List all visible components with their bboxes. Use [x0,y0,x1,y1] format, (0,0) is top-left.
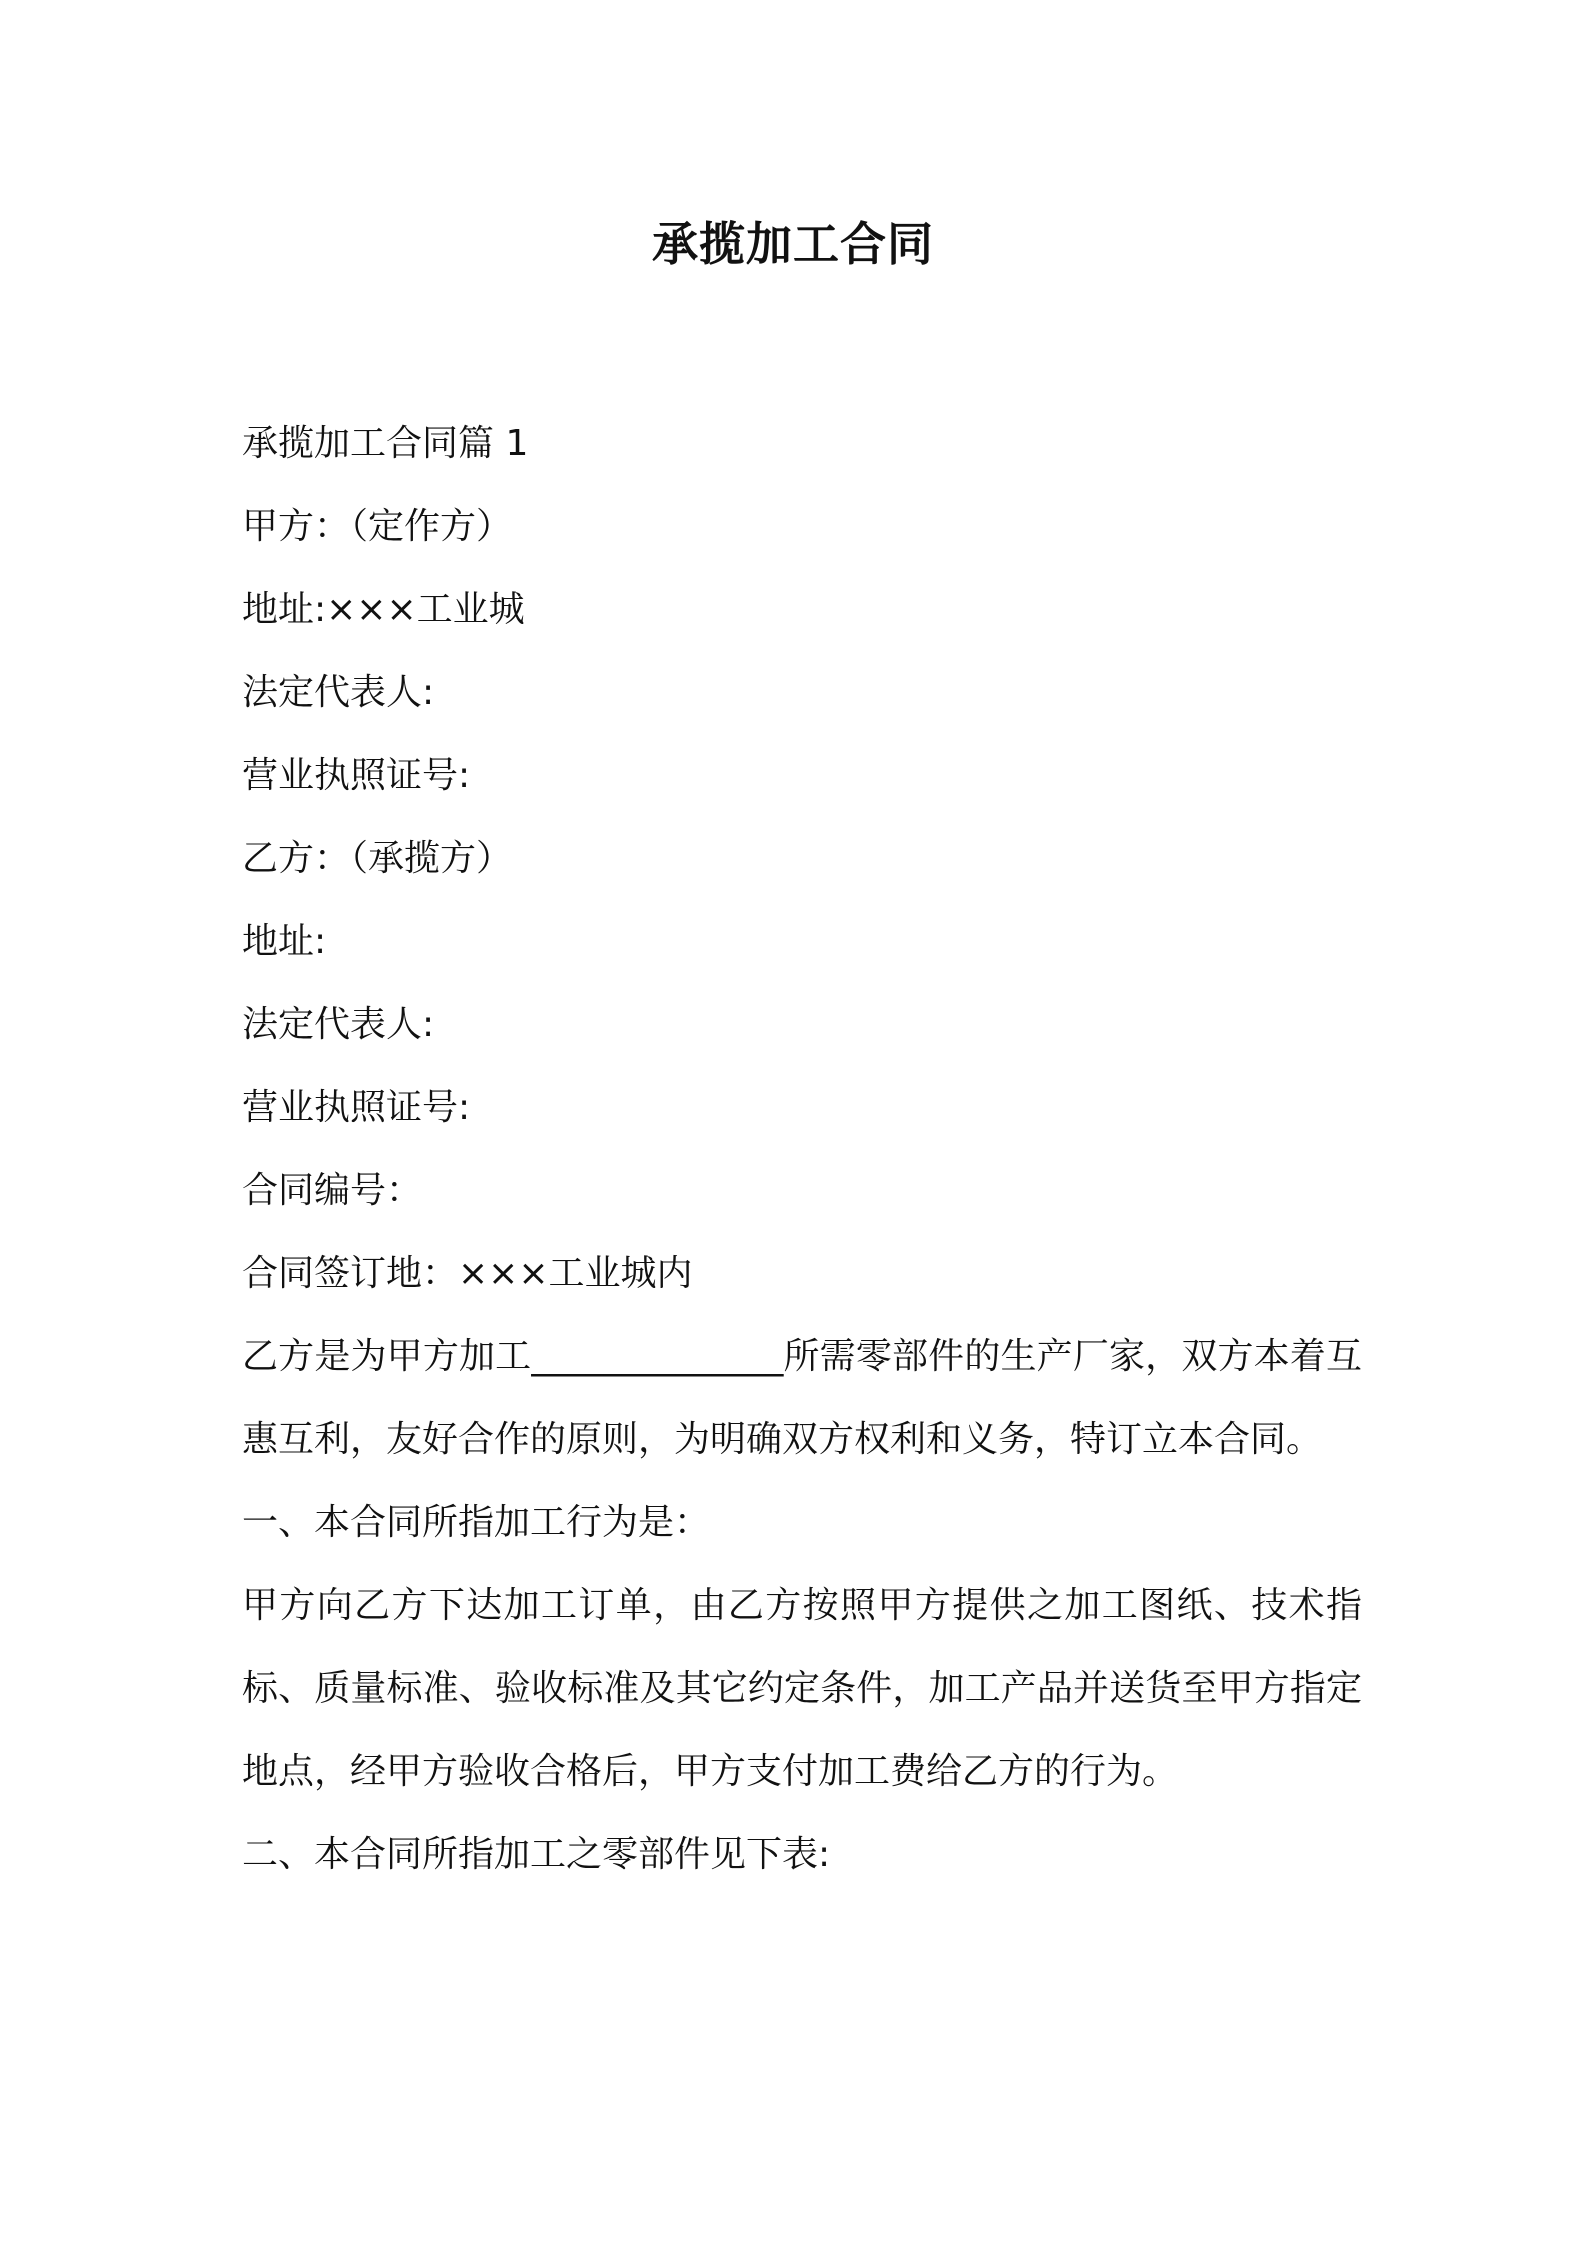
party-a-address: 地址:×××工业城 [242,589,525,630]
party-b-license: 营业执照证号: [242,1087,471,1128]
party-a-line: 甲方：（定作方） [242,506,513,547]
party-b-address: 地址: [242,921,327,962]
document-body [242,402,1362,1896]
contract-subtitle: 承揽加工合同篇 1 [242,423,529,464]
contract-number: 合同编号： [242,1170,423,1211]
section-2-heading: 二、本合同所指加工之零部件见下表: [242,1834,831,1875]
document-title: 承揽加工合同 [652,217,934,271]
section-1-body: 甲方向乙方下达加工订单，由乙方按照甲方提供之加工图纸、技术指标、质量标准、验收标准及其它约定条件，加工产品并送货至甲方指定地点，经甲方验收合格后，甲方支付加工费给乙方的行为。 [242,1585,1362,1792]
intro-paragraph: 乙方是为甲方加工______________所需零部件的生产厂家，双方本着互惠互利，友好合作的原则，为明确双方权利和义务，特订立本合同。 [242,1336,1362,1460]
party-b-representative: 法定代表人: [242,1004,435,1045]
party-a-license: 营业执照证号: [242,755,471,796]
party-a-representative: 法定代表人: [242,672,435,713]
section-1-heading: 一、本合同所指加工行为是： [242,1502,711,1543]
signing-place: 合同签订地：×××工业城内 [242,1253,693,1294]
party-b-line: 乙方：（承揽方） [242,838,513,879]
